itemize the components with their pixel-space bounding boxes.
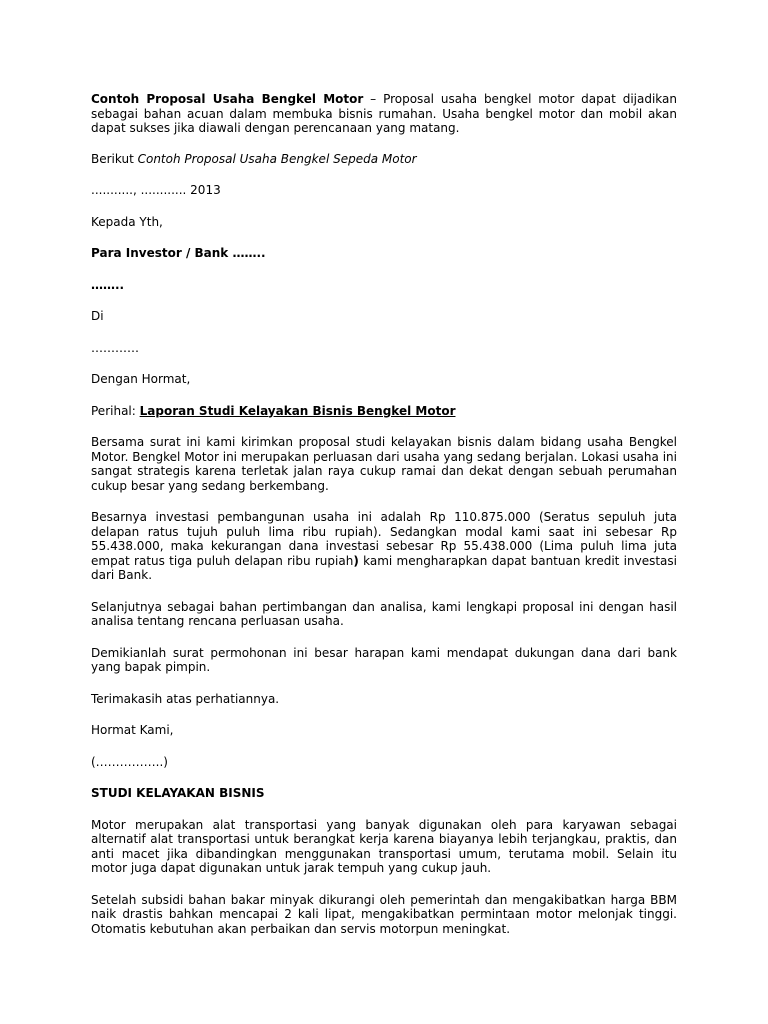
section-heading: STUDI KELAYAKAN BISNIS <box>91 786 265 800</box>
perihal-label: Perihal: <box>91 403 140 418</box>
intro-title: Contoh Proposal Usaha Bengkel Motor <box>91 92 364 106</box>
document-body <box>91 92 677 953</box>
closing-paren: ) <box>353 553 359 568</box>
body-paragraph-3: Selanjutnya sebagai bahan pertimbangan dan analisa, kami lengkapi proposal ini dengan hasil analisa tentang rencana perluasan usaha. <box>91 599 677 628</box>
di-line: Di <box>91 309 104 323</box>
body-paragraph-2-end: kami mengharapkan dapat bantuan kredit investasi dari Bank. <box>91 553 677 582</box>
berikut-title: Contoh Proposal Usaha Bengkel Sepeda Motor <box>137 151 417 166</box>
perihal-line <box>91 404 677 419</box>
signature-line: (……………..) <box>91 754 168 769</box>
body-paragraph-1: Bersama surat ini kami kirimkan proposal studi kelayakan bisnis dalam bidang usaha Bengkel Motor. Bengkel Motor ini merupakan perluasan dari usaha yang sedang berjalan. Lokasi usaha ini sangat strategis karena terletak jalan raya cukup ramai dan dekat dengan sebuah perumahan cukup besar yang sedang berkembang. <box>91 435 677 493</box>
section-paragraph-2: Setelah subsidi bahan bakar minyak dikurangi oleh pemerintah dan mengakibatkan harga BBM naik drastis bahkan mencapai 2 kali lipat, mengakibatkan permintaan motor melonjak tinggi. Otomatis kebutuhan akan perbaikan dan servis motorpun meningkat. <box>91 892 677 936</box>
body-paragraph-4: Demikianlah surat permohonan ini besar harapan kami mendapat dukungan dana dari bank yang bapak pimpin. <box>91 645 677 674</box>
body-paragraph-5: Terimakasih atas perhatiannya. <box>91 691 280 706</box>
closing-line: Hormat Kami, <box>91 723 174 737</box>
perihal-subject: Laporan Studi Kelayakan Bisnis Bengkel Motor <box>139 403 456 418</box>
kepada-line: Kepada Yth, <box>91 214 163 229</box>
body-paragraph-2 <box>91 510 677 583</box>
body-paragraph-2-main: Besarnya investasi pembangunan usaha ini adalah Rp 110.875.000 (Seratus sepuluh juta delapan ratus tujuh puluh lima ribu rupiah). Sedangkan modal kami saat ini sebesar Rp 55.438.000, maka kekurangan dana investasi sebesar Rp 55.438.000 (Lima puluh lima juta empat ratus tiga puluh delapan ribu rupiah <box>91 510 677 568</box>
berikut-line <box>91 152 677 167</box>
place-line: ………… <box>91 340 139 355</box>
recipient-line: Para Investor / Bank …….. <box>91 246 266 260</box>
date-line: ..........., ............ 2013 <box>91 183 221 197</box>
greeting-line: Dengan Hormat, <box>91 372 191 386</box>
recipient-line-2: …….. <box>91 277 125 292</box>
berikut-prefix: Berikut <box>91 151 138 166</box>
intro-paragraph <box>91 92 677 136</box>
intro-text: – Proposal usaha bengkel motor dapat dijadikan sebagai bahan acuan dalam membuka bisnis rumahan. Usaha bengkel motor dan mobil akan dapat sukses jika diawali dengan perencanaan yang matang. <box>91 92 677 135</box>
section-paragraph-1: Motor merupakan alat transportasi yang banyak digunakan oleh para karyawan sebagai alternatif alat transportasi untuk berangkat kerja karena biayanya lebih terjangkau, praktis, dan anti macet jika dibandingkan menggunakan transportasi umum, terutama mobil. Selain itu motor juga dapat digunakan untuk jarak tempuh yang cukup jauh. <box>91 817 677 875</box>
